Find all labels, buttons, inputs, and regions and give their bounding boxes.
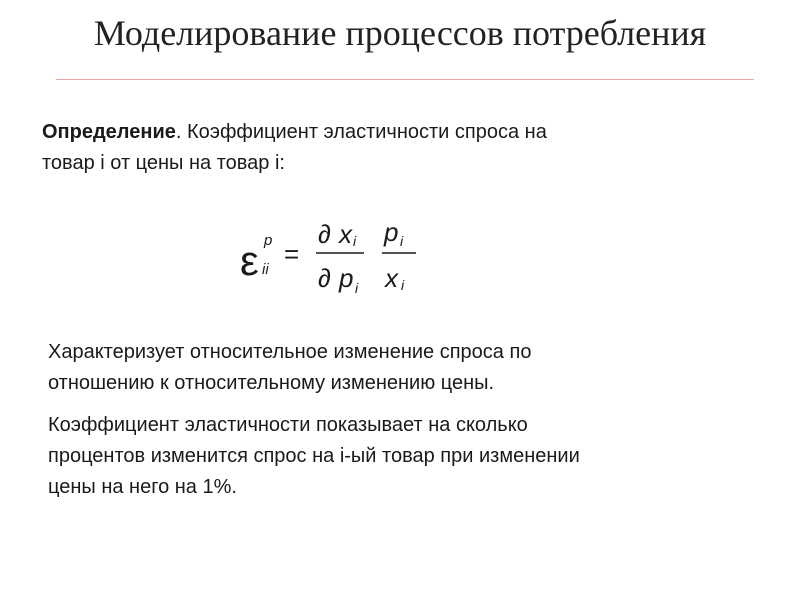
characterization-line-2: отношению к относительному изменению цены. — [48, 372, 495, 394]
title-divider — [56, 79, 754, 80]
formula-svg — [238, 205, 438, 305]
characterization-line-1: Характеризует относительное изменение спроса по — [48, 341, 532, 363]
definition-text-1: . Коэффициент эластичности спроса на — [175, 121, 547, 143]
numerator-x: x — [339, 219, 352, 249]
definition-label: Определение — [42, 121, 176, 143]
epsilon-superscript: p — [264, 232, 273, 249]
definition-line-1 — [42, 117, 762, 148]
coefficient-line-3: цены на него на 1%. — [48, 476, 237, 498]
denominator-partial: ∂ — [318, 263, 331, 293]
denominator-p-index: i — [355, 280, 359, 296]
denominator-x-index: i — [401, 277, 405, 293]
definition-text-2: товар i от цены на товар i: — [42, 152, 285, 174]
elasticity-formula — [238, 205, 438, 305]
coefficient-line-2: процентов изменится спрос на i-ый товар при изменении — [48, 445, 580, 467]
numerator-p-index: i — [400, 233, 404, 249]
numerator-p: p — [384, 217, 399, 247]
equals-sign: = — [284, 239, 300, 269]
epsilon-symbol: ε — [240, 237, 259, 284]
characterization-paragraph — [48, 337, 768, 399]
numerator-x-index: i — [353, 233, 357, 249]
denominator-p: p — [339, 263, 354, 293]
slide-title: Моделирование процессов потребления — [93, 13, 707, 53]
coefficient-line-1: Коэффициент эластичности показывает на сколько — [48, 414, 528, 436]
coefficient-paragraph — [48, 410, 778, 503]
definition-paragraph — [42, 117, 762, 179]
numerator-partial: ∂ — [318, 219, 331, 249]
denominator-x: x — [385, 263, 398, 293]
epsilon-subscript: ii — [262, 261, 269, 278]
